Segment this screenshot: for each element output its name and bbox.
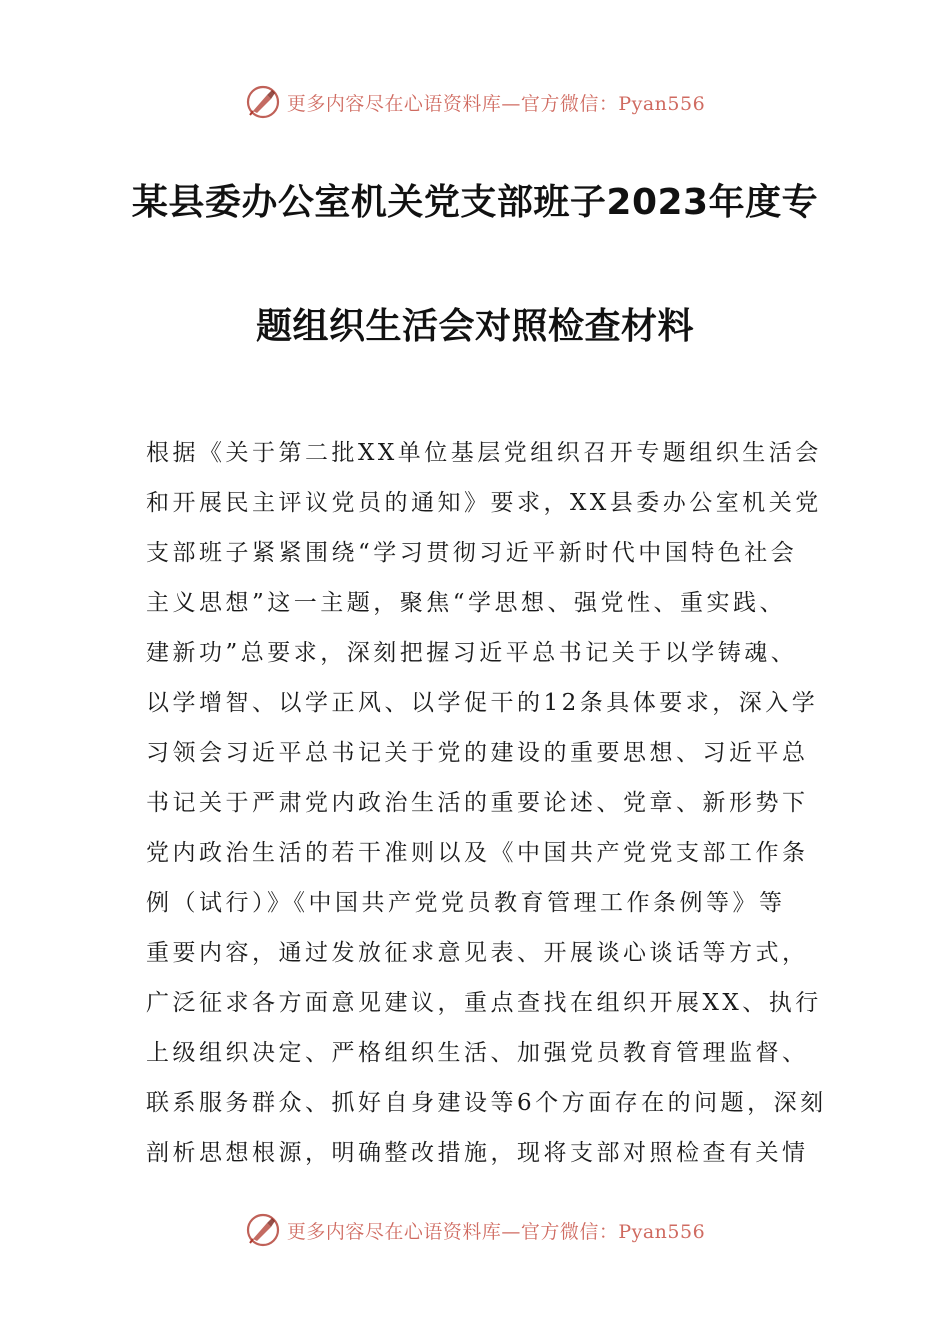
body-line: 书记关于严肃党内政治生活的重要论述、党章、新形势下 <box>146 790 809 816</box>
body-line: 例（试行）》《中国共产党党员教育管理工作条例等》等 <box>146 890 786 916</box>
pen-nib-logo-icon <box>245 1212 281 1248</box>
body-line: 剖析思想根源，明确整改措施，现将支部对照检查有关情 <box>146 1140 809 1166</box>
body-line: 上级组织决定、严格组织生活、加强党员教育管理监督、 <box>146 1040 809 1066</box>
watermark-text-top: 更多内容尽在心语资料库—官方微信：Pyan556 <box>286 92 706 115</box>
body-line: 以学增智、以学正风、以学促干的12条具体要求，深入学 <box>146 690 819 716</box>
watermark-banner-top <box>0 82 950 122</box>
body-line: 联系服务群众、抓好自身建设等6个方面存在的问题，深刻 <box>146 1090 827 1116</box>
watermark-banner-bottom <box>0 1210 950 1250</box>
body-line: 广泛征求各方面意见建议，重点查找在组织开展XX、执行 <box>146 990 822 1016</box>
body-line: 根据《关于第二批XX单位基层党组织召开专题组织生活会 <box>146 440 822 466</box>
body-line: 习领会习近平总书记关于党的建设的重要思想、习近平总 <box>146 740 809 766</box>
body-line: 建新功”总要求，深刻把握习近平总书记关于以学铸魂、 <box>146 640 798 666</box>
body-line: 支部班子紧紧围绕“学习贯彻习近平新时代中国特色社会 <box>146 540 798 566</box>
body-line: 和开展民主评议党员的通知》要求，XX县委办公室机关党 <box>146 490 822 516</box>
watermark-text-bottom: 更多内容尽在心语资料库—官方微信：Pyan556 <box>286 1220 706 1243</box>
document-body <box>146 428 827 1178</box>
document-title-line-2: 题组织生活会对照检查材料 <box>255 306 694 347</box>
pen-nib-logo-icon <box>245 84 281 120</box>
body-line: 重要内容，通过发放征求意见表、开展谈心谈话等方式， <box>146 940 809 966</box>
body-line: 党内政治生活的若干准则以及《中国共产党党支部工作条 <box>146 840 809 866</box>
document-title-line-1: 某县委办公室机关党支部班子2023年度专 <box>131 182 819 223</box>
body-line: 主义思想”这一主题，聚焦“学思想、强党性、重实践、 <box>146 590 787 616</box>
